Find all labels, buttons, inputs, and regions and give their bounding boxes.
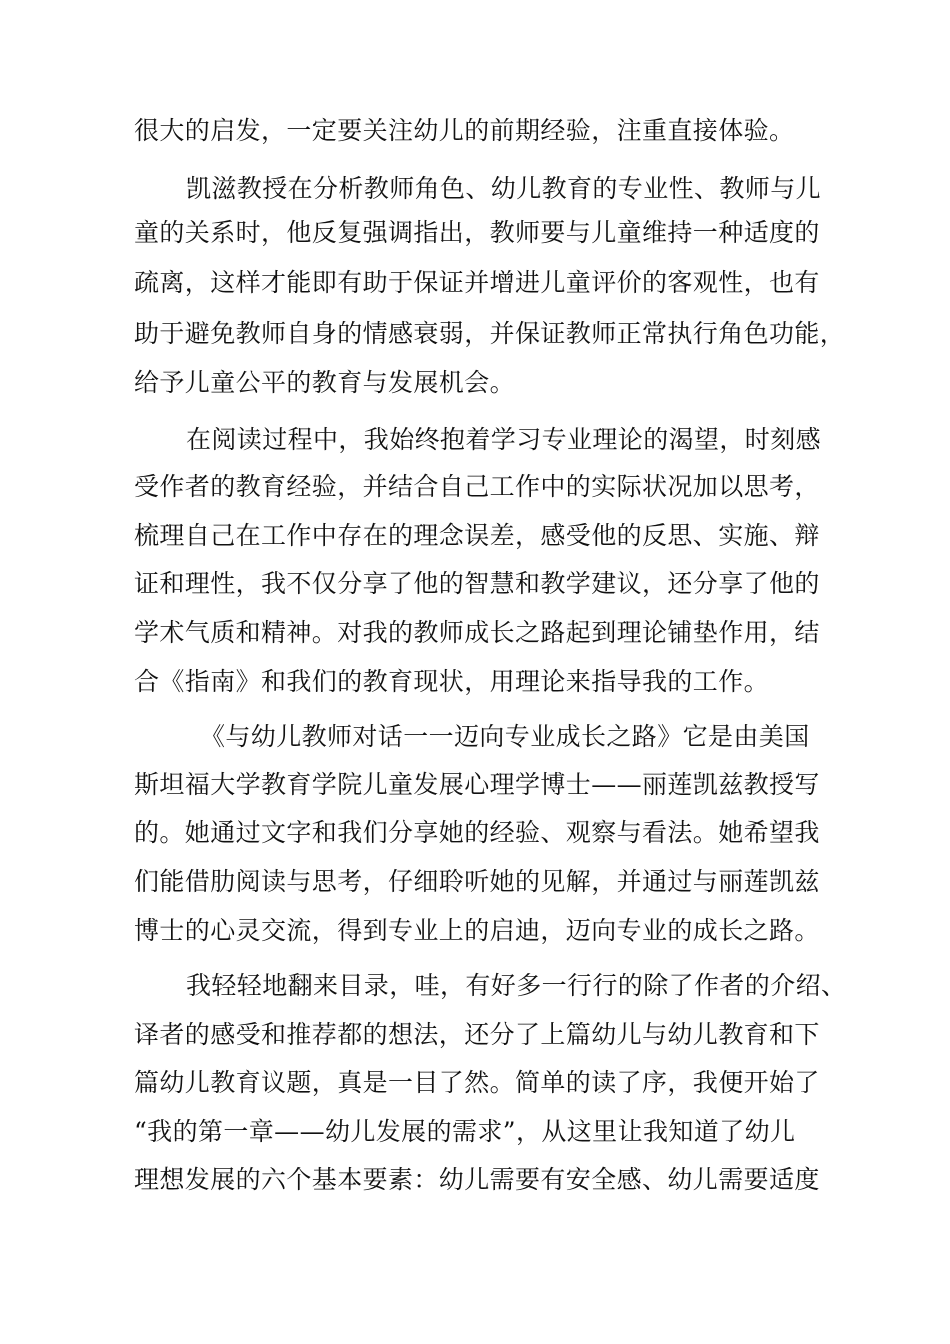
- paragraph-first-line: 我轻轻地翻来目录，哇，有好多一行行的除了作者的介绍、: [186, 971, 847, 1000]
- paragraph-first-line: 在阅读过程中，我始终抱着学习专业理论的渴望，时刻感: [186, 425, 822, 454]
- paragraph-first-line: 凯滋教授在分析教师角色、幼儿教育的专业性、教师与儿: [186, 174, 822, 203]
- text-line: 篇幼儿教育议题，真是一目了然。简单的读了序，我便开始了: [134, 1068, 820, 1097]
- text-line: 疏离，这样才能即有助于保证并增进儿童评价的客观性，也有: [134, 268, 820, 297]
- text-line: 梳理自己在工作中存在的理念误差，感受他的反思、实施、辩: [134, 521, 820, 550]
- text-line: 助于避免教师自身的情感衰弱，并保证教师正常执行角色功能，: [134, 319, 846, 348]
- text-line: 斯坦福大学教育学院儿童发展心理学博士——丽莲凯兹教授写: [134, 770, 820, 799]
- text-line: 受作者的教育经验，并结合自己工作中的实际状况加以思考，: [134, 472, 820, 501]
- text-line: 博士的心灵交流，得到专业上的启迪，迈向专业的成长之路。: [134, 916, 820, 945]
- text-line: 理想发展的六个基本要素：幼儿需要有安全感、幼儿需要适度: [134, 1165, 820, 1194]
- paragraph-first-line: 《与幼儿教师对话一一迈向专业成长之路》它是由美国: [200, 722, 810, 751]
- text-line: 的。她通过文字和我们分享她的经验、观察与看法。她希望我: [134, 818, 820, 847]
- text-line: 学术气质和精神。对我的教师成长之路起到理论铺垫作用，结: [134, 618, 820, 647]
- text-line: 童的关系时，他反复强调指出，教师要与儿童维持一种适度的: [134, 218, 820, 247]
- text-line: 们能借肋阅读与思考，仔细聆听她的见解，并通过与丽莲凯兹: [134, 867, 820, 896]
- text-line: 给予儿童公平的教育与发展机会。: [134, 368, 516, 397]
- text-line: 证和理性，我不仅分享了他的智慧和教学建议，还分享了他的: [134, 569, 820, 598]
- text-line: “我的第一章——幼儿发展的需求”，从这里让我知道了幼儿: [134, 1117, 796, 1146]
- text-line: 合《指南》和我们的教育现状，用理论来指导我的工作。: [134, 667, 770, 696]
- text-line: 很大的启发，一定要关注幼儿的前期经验，注重直接体验。: [134, 116, 795, 145]
- text-line: 译者的感受和推荐都的想法，还分了上篇幼儿与幼儿教育和下: [134, 1020, 820, 1049]
